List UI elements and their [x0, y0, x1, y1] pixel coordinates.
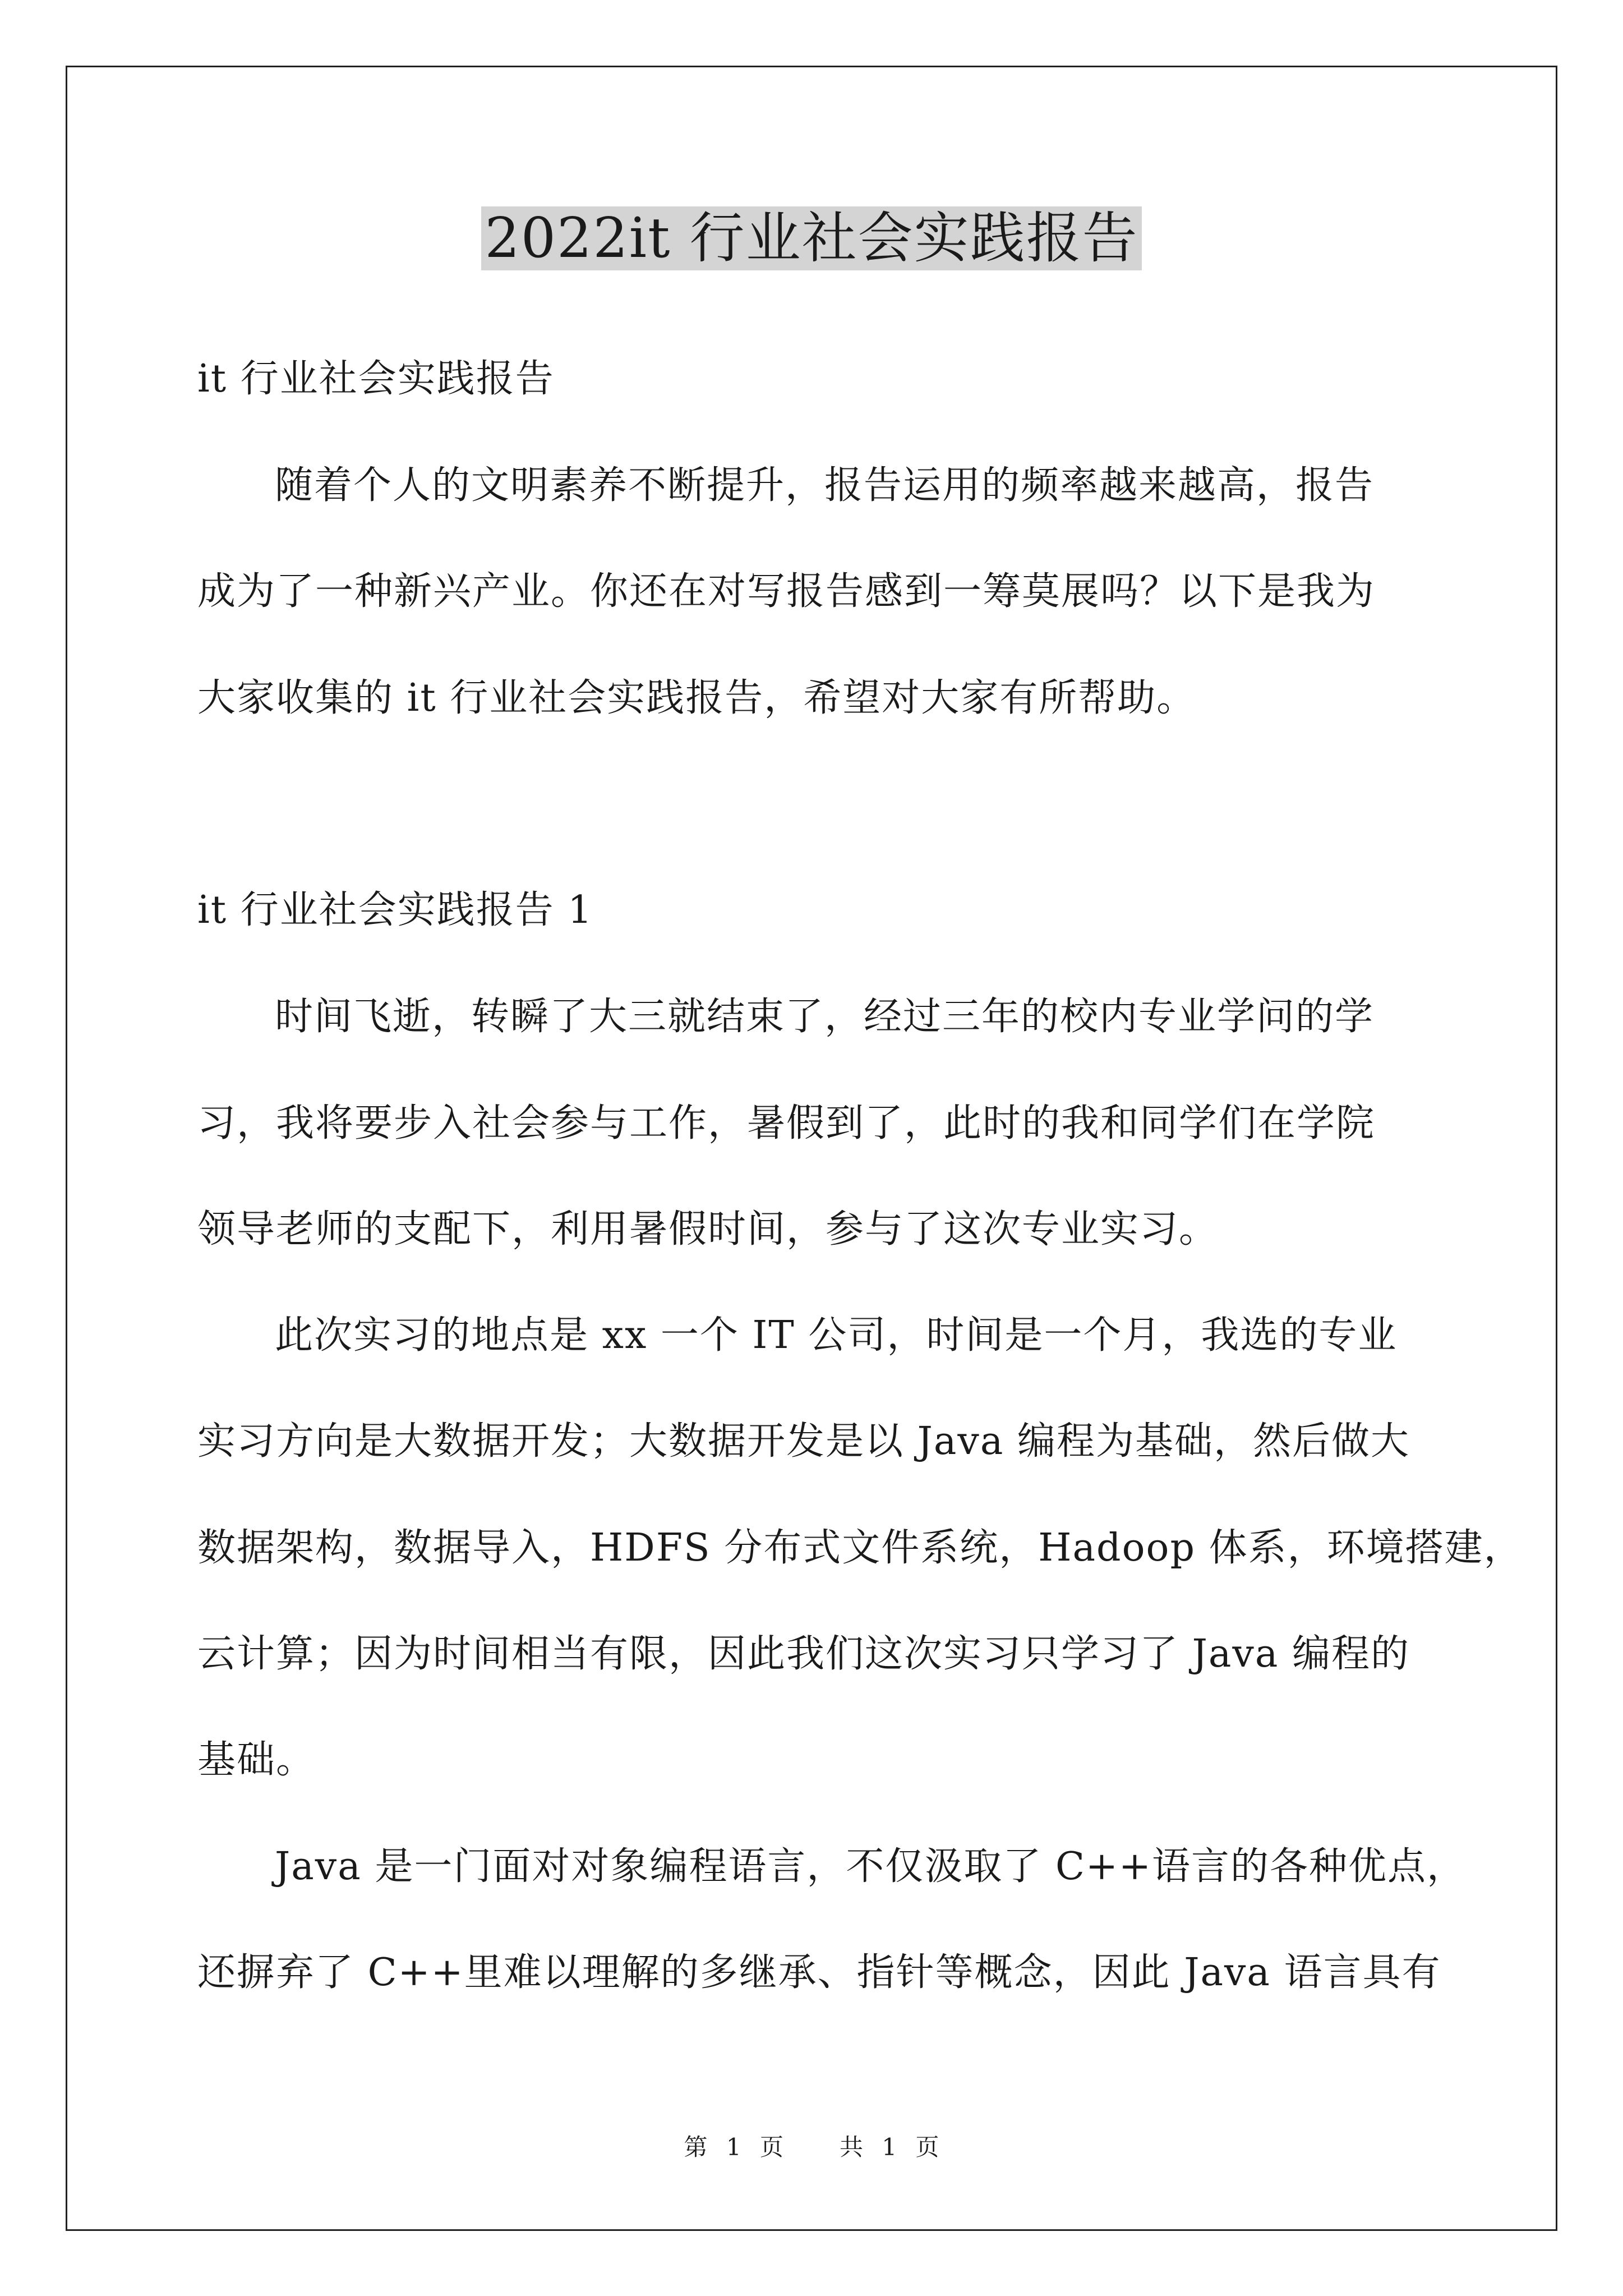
- page-footer: 第 1 页 共 1 页: [684, 2133, 939, 2161]
- paragraph-line: 时间飞逝，转瞬了大三就结束了，经过三年的校内专业学问的学: [275, 995, 1375, 1039]
- paragraph-line: 随着个人的文明素养不断提升，报告运用的频率越来越高，报告: [275, 463, 1375, 508]
- paragraph-line: 此次实习的地点是 xx 一个 IT 公司，时间是一个月，我选的专业: [275, 1313, 1398, 1358]
- paragraph-line: Java 是一门面对对象编程语言，不仅汲取了 C++语言的各种优点，: [275, 1844, 1466, 1889]
- paragraph-line: 实习方向是大数据开发；大数据开发是以 Java 编程为基础，然后做大: [197, 1419, 1410, 1464]
- paragraph-line: 成为了一种新兴产业。你还在对写报告感到一筹莫展吗？以下是我为: [197, 569, 1376, 614]
- paragraph-line: 基础。: [197, 1738, 316, 1782]
- paragraph-line: 领导老师的支配下，利用暑假时间，参与了这次专业实习。: [197, 1207, 1219, 1251]
- paragraph-line: 习，我将要步入社会参与工作，暑假到了，此时的我和同学们在学院: [197, 1101, 1376, 1145]
- paragraph-line: 数据架构，数据导入，HDFS 分布式文件系统，Hadoop 体系，环境搭建，: [197, 1526, 1523, 1570]
- paragraph-line: 还摒弃了 C++里难以理解的多继承、指针等概念，因此 Java 语言具有: [197, 1950, 1441, 1995]
- section-heading: it 行业社会实践报告 1: [197, 888, 593, 932]
- paragraph-line: 大家收集的 it 行业社会实践报告，希望对大家有所帮助。: [197, 676, 1196, 720]
- document-title: 2022it 行业社会实践报告: [0, 202, 1623, 275]
- section-heading: it 行业社会实践报告: [197, 357, 555, 401]
- paragraph-line: 云计算；因为时间相当有限，因此我们这次实习只学习了 Java 编程的: [197, 1632, 1410, 1676]
